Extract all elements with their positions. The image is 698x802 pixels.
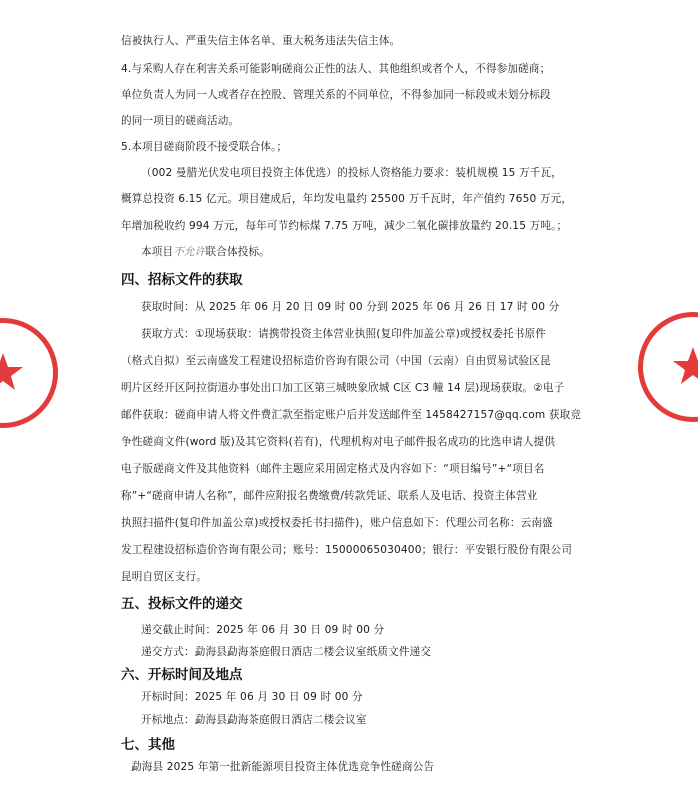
acquisition-method-line: 邮件获取：磋商申请人将文件费汇款至指定账户后并发送邮件至 1458427157@qq.com 获取竞	[121, 409, 582, 421]
consortium-prefix: 本项目	[141, 246, 174, 258]
acquisition-method-line: 明片区经开区阿拉街道办事处出口加工区第三城映象欣城 C区 C3 幢 14 层)现场获取。②电子	[121, 382, 565, 394]
submission-deadline: 递交截止时间：2025 年 06 月 30 日 09 时 00 分	[141, 624, 385, 636]
body-line: 概算总投资 6.15 亿元。项目建成后，年均发电量约 25500 万千瓦时，年产值约 7650 万元，	[121, 193, 573, 205]
section-6-heading: 六、开标时间及地点	[121, 667, 243, 683]
official-seal-right	[638, 312, 698, 422]
consortium-line	[141, 245, 598, 259]
body-line: 单位负责人为同一人或者存在控股、管理关系的不同单位，不得参加同一标段或未划分标段	[121, 89, 551, 101]
announcement-title: 勐海县 2025 年第一批新能源项目投资主体优选竞争性磋商公告	[131, 761, 435, 773]
section-7-heading: 七、其他	[121, 737, 175, 753]
body-line: 的同一项目的磋商活动。	[121, 115, 240, 127]
seal-star-icon	[643, 317, 698, 417]
acquisition-method-line: 发工程建设招标造价咨询有限公司；账号：15000065030400；银行：平安银行股份有限公司	[121, 544, 573, 556]
body-line: 4.与采购人存在利害关系可能影响磋商公正性的法人、其他组织或者个人，不得参加磋商；	[121, 63, 551, 75]
acquisition-method-line: 执照扫描件(复印件加盖公章)或授权委托书扫描件)，账户信息如下：代理公司名称：云南盛	[121, 517, 553, 529]
section-5-heading: 五、投标文件的递交	[121, 596, 243, 612]
submission-method: 递交方式：勐海县勐海茶庭假日酒店二楼会议室纸质文件递交	[141, 646, 432, 658]
consortium-suffix: 联合体投标。	[205, 246, 270, 258]
section-4-heading: 四、招标文件的获取	[121, 272, 243, 288]
acquisition-method-line: 电子版磋商文件及其他资料（邮件主题应采用固定格式及内容如下：“项目编号”+“项目名	[121, 463, 545, 475]
body-line: 5.本项目磋商阶段不接受联合体。；	[121, 141, 288, 153]
opening-place: 开标地点：勐海县勐海茶庭假日酒店二楼会议室	[141, 714, 367, 726]
body-line: （002 曼腊光伏发电项目投资主体优选）的投标人资格能力要求：装机规模 15 万千瓦，	[141, 167, 563, 179]
consortium-not-allowed: 不允许	[173, 246, 206, 258]
acquisition-method-line: 昆明自贸区支行。	[121, 571, 207, 583]
seal-star-icon	[0, 323, 53, 423]
opening-time: 开标时间：2025 年 06 月 30 日 09 时 00 分	[141, 691, 363, 703]
acquisition-method-line: 争性磋商文件(word 版)及其它资料(若有)，代理机构对电子邮件报名成功的比选申请人提供	[121, 436, 556, 448]
acquisition-method-line: （格式自拟）至云南盛发工程建设招标造价咨询有限公司（中国（云南）自由贸易试验区昆	[121, 355, 551, 367]
body-line: 信被执行人、严重失信主体名单、重大税务违法失信主体。	[121, 35, 401, 47]
acquisition-time: 获取时间：从 2025 年 06 月 20 日 09 时 00 分到 2025 年 06 月 26 日 17 时 00 分	[141, 301, 560, 313]
acquisition-method-line: 获取方式：①现场获取：请携带投资主体营业执照(复印件加盖公章)或授权委托书原件	[141, 328, 546, 340]
body-line: 年增加税收约 994 万元，每年可节约标煤 7.75 万吨，减少二氧化碳排放量约 20.15 万吨。；	[121, 220, 568, 232]
acquisition-method-line: 称”+“磋商申请人名称”，邮件应附报名费缴费/转款凭证、联系人及电话、投资主体营业	[121, 490, 538, 502]
official-seal-left	[0, 318, 58, 428]
